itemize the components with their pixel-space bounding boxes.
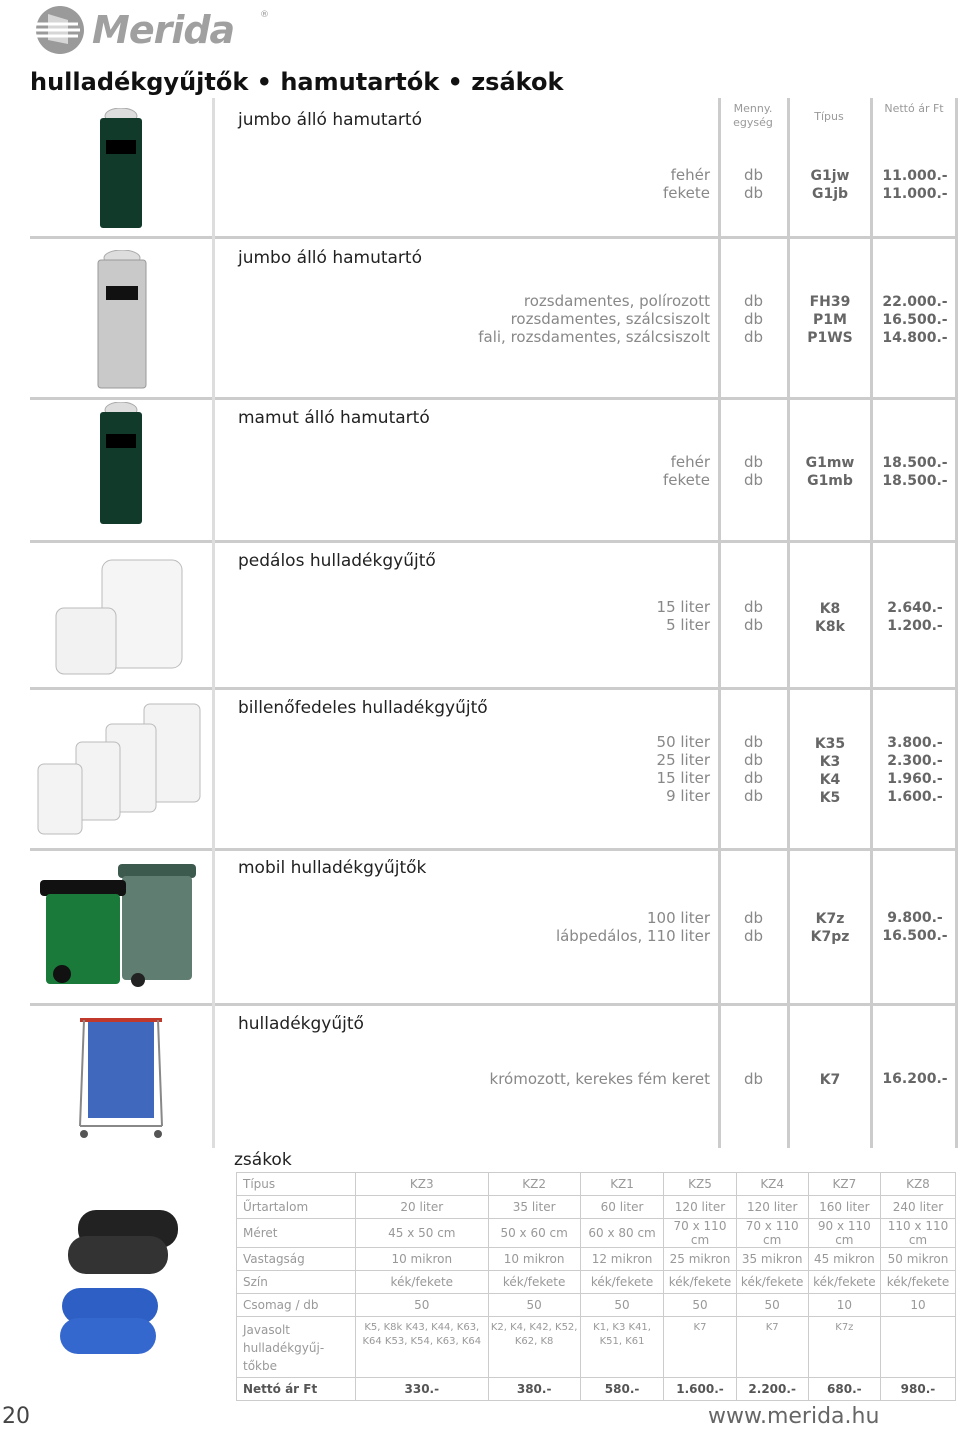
bags-title: zsákok [234,1150,292,1170]
bags-cell: 380.- [488,1378,580,1401]
bags-cell: 120 liter [736,1196,808,1219]
product-type: K7 [819,1072,841,1088]
product-desc: fehér [670,166,710,184]
bags-cell: 10 [880,1294,955,1317]
bags-cell: 45 x 50 cm [356,1219,489,1248]
bags-cell: 680.- [808,1378,880,1401]
bags-cell: KZ1 [580,1173,664,1196]
brand-name: Merida [92,8,235,52]
product-desc: rozsdamentes, polírozott [523,292,710,310]
product-price: 2.300.- [887,753,943,769]
product-unit: db [744,927,764,945]
product-price: 1.200.- [887,618,943,634]
product-name: pedálos hulladékgyűjtő [238,551,436,571]
bags-cell: kék/fekete [736,1271,808,1294]
bags-row-label: Típus [237,1173,356,1196]
product-unit: db [744,184,764,202]
bags-row-label: Vastagság [237,1248,356,1271]
product-type: G1jb [811,186,849,202]
column-divider [718,98,721,1148]
bags-cell: 35 mikron [736,1248,808,1271]
product-price: 11.000.- [882,186,948,202]
product-unit: db [744,598,764,616]
registered-mark: ® [260,10,269,20]
bags-cell: 50 mikron [880,1248,955,1271]
bags-cell: kék/fekete [880,1271,955,1294]
bags-cell: K7 [736,1317,808,1378]
bags-cell: kék/fekete [808,1271,880,1294]
product-name: hulladékgyűjtő [238,1014,364,1034]
product-desc: 25 liter [656,751,710,769]
product-image-ashtray-mamut [96,402,146,530]
header-price: Nettó ár Ft [884,102,944,115]
header-type: Típus [814,110,844,123]
product-desc: 9 liter [666,787,710,805]
bags-cell: KZ5 [664,1173,736,1196]
product-desc: fehér [670,453,710,471]
product-name: billenőfedeles hulladékgyűjtő [238,698,488,718]
bags-cell: 20 liter [356,1196,489,1219]
product-type: P1M [813,312,847,328]
bags-cell: 45 mikron [808,1248,880,1271]
product-desc: fali, rozsdamentes, szálcsiszolt [478,328,710,346]
product-price: 22.000.- [882,294,948,310]
bags-cell: kék/fekete [356,1271,489,1294]
bags-cell: 50 [664,1294,736,1317]
bags-table-row [237,1271,956,1294]
bags-cell: K1, K3 K41, K51, K61 [580,1317,664,1378]
bags-cell: 60 liter [580,1196,664,1219]
bags-cell: 50 [580,1294,664,1317]
product-desc: 15 liter [656,769,710,787]
product-name: jumbo álló hamutartó [238,248,422,268]
product-type: K7z [815,911,845,927]
product-price: 16.200.- [882,1071,948,1087]
bags-table-row [237,1196,956,1219]
bags-cell: KZ8 [880,1173,955,1196]
bags-cell: KZ2 [488,1173,580,1196]
bags-cell: K5, K8k K43, K44, K63, K64 K53, K54, K63, K64 [356,1317,489,1378]
bags-cell: 70 x 110 cm [736,1219,808,1248]
product-type: G1mw [805,455,855,471]
bags-cell: K7 [664,1317,736,1378]
product-desc: 15 liter [656,598,710,616]
bags-row-label: Javasolt hulladékgyűj-tőkbe [237,1317,356,1378]
bags-cell: 980.- [880,1378,955,1401]
row-divider [30,687,958,690]
header-unit: Menny. egység [733,102,773,129]
bags-table-row [237,1219,956,1248]
product-name: jumbo álló hamutartó [238,110,422,130]
product-desc: krómozott, kerekes fém keret [489,1070,710,1088]
product-price: 18.500.- [882,455,948,471]
product-price: 1.960.- [887,771,943,787]
row-divider [30,848,958,851]
bags-cell: K2, K4, K42, K52, K62, K8 [488,1317,580,1378]
product-name: mobil hulladékgyűjtők [238,858,427,878]
product-type: K3 [819,754,841,770]
product-type: G1jw [810,168,850,184]
bags-cell: 25 mikron [664,1248,736,1271]
product-price: 9.800.- [887,910,943,926]
product-unit: db [744,1070,764,1088]
bags-table-row [237,1294,956,1317]
product-type: G1mb [807,473,853,489]
product-unit: db [744,909,764,927]
bags-cell: KZ4 [736,1173,808,1196]
bags-cell: kék/fekete [580,1271,664,1294]
bags-cell: 160 liter [808,1196,880,1219]
product-desc: lábpedálos, 110 liter [555,927,710,945]
bags-row-label: Méret [237,1219,356,1248]
bags-cell: 90 x 110 cm [808,1219,880,1248]
bags-cell: 12 mikron [580,1248,664,1271]
row-divider [30,540,958,543]
product-unit: db [744,787,764,805]
product-image-ashtray-green [96,108,146,234]
bags-cell: 35 liter [488,1196,580,1219]
bags-cell: kék/fekete [664,1271,736,1294]
bags-table-row [237,1248,956,1271]
product-desc: 100 liter [646,909,710,927]
bags-cell: 330.- [356,1378,489,1401]
product-name: mamut álló hamutartó [238,408,430,428]
product-unit: db [744,471,764,489]
bags-cell: 580.- [580,1378,664,1401]
bags-cell: 60 x 80 cm [580,1219,664,1248]
bags-cell: 50 [356,1294,489,1317]
product-desc: 50 liter [656,733,710,751]
product-unit: db [744,769,764,787]
product-unit: db [744,166,764,184]
product-image-mobile-bins [38,862,200,992]
bags-cell: 50 x 60 cm [488,1219,580,1248]
bags-cell: 110 x 110 cm [880,1219,955,1248]
product-type: K7pz [810,929,850,945]
bags-table [236,1172,956,1401]
product-unit: db [744,310,764,328]
product-image-flip-lid-bins [36,702,202,840]
product-price: 1.600.- [887,789,943,805]
product-type: K35 [814,736,846,752]
product-desc: 5 liter [666,616,710,634]
row-divider [30,236,958,239]
product-image-ashtray-steel [94,250,150,394]
bags-table-row [237,1173,956,1196]
bags-cell: KZ3 [356,1173,489,1196]
bags-cell: 1.600.- [664,1378,736,1401]
product-price: 18.500.- [882,473,948,489]
bags-cell [880,1317,955,1378]
image-column-divider [212,98,215,1148]
page-number: 20 [2,1404,30,1429]
product-desc: rozsdamentes, szálcsiszolt [510,310,710,328]
bags-row-label: Nettó ár Ft [237,1378,356,1401]
product-type: K8 [819,601,841,617]
product-price: 16.500.- [882,928,948,944]
product-unit: db [744,328,764,346]
bags-cell: 240 liter [880,1196,955,1219]
bags-cell: 50 [488,1294,580,1317]
product-price: 14.800.- [882,330,948,346]
product-image-bag-rolls [58,1206,178,1370]
bags-cell: 50 [736,1294,808,1317]
bags-cell: 2.200.- [736,1378,808,1401]
row-divider [30,397,958,400]
product-unit: db [744,453,764,471]
product-desc: fekete [663,471,710,489]
product-type: FH39 [809,294,851,310]
bags-cell: K7z [808,1317,880,1378]
product-unit: db [744,733,764,751]
merida-logo-icon [28,4,92,56]
bags-cell: 120 liter [664,1196,736,1219]
product-unit: db [744,292,764,310]
product-type: P1WS [807,330,853,346]
bags-cell: kék/fekete [488,1271,580,1294]
bags-cell: KZ7 [808,1173,880,1196]
product-image-bag-holder [74,1014,168,1146]
product-price: 2.640.- [887,600,943,616]
bags-row-label: Űrtartalom [237,1196,356,1219]
website-url: www.merida.hu [708,1404,880,1429]
row-divider [30,1003,958,1006]
product-price: 3.800.- [887,735,943,751]
bags-row-label: Szín [237,1271,356,1294]
product-price: 16.500.- [882,312,948,328]
product-type: K8k [815,619,845,635]
product-unit: db [744,751,764,769]
bags-table-row [237,1378,956,1401]
bags-table-row [237,1317,956,1378]
product-desc: fekete [663,184,710,202]
product-type: K4 [819,772,841,788]
bags-cell: 10 mikron [356,1248,489,1271]
product-unit: db [744,616,764,634]
product-type: K5 [819,790,841,806]
page-title: hulladékgyűjtők • hamutartók • zsákok [30,68,564,96]
bags-cell: 10 [808,1294,880,1317]
bags-row-label: Csomag / db [237,1294,356,1317]
product-price: 11.000.- [882,168,948,184]
bags-cell: 10 mikron [488,1248,580,1271]
bags-cell: 70 x 110 cm [664,1219,736,1248]
product-image-pedal-bins [54,556,184,680]
merida-logo [28,4,269,56]
